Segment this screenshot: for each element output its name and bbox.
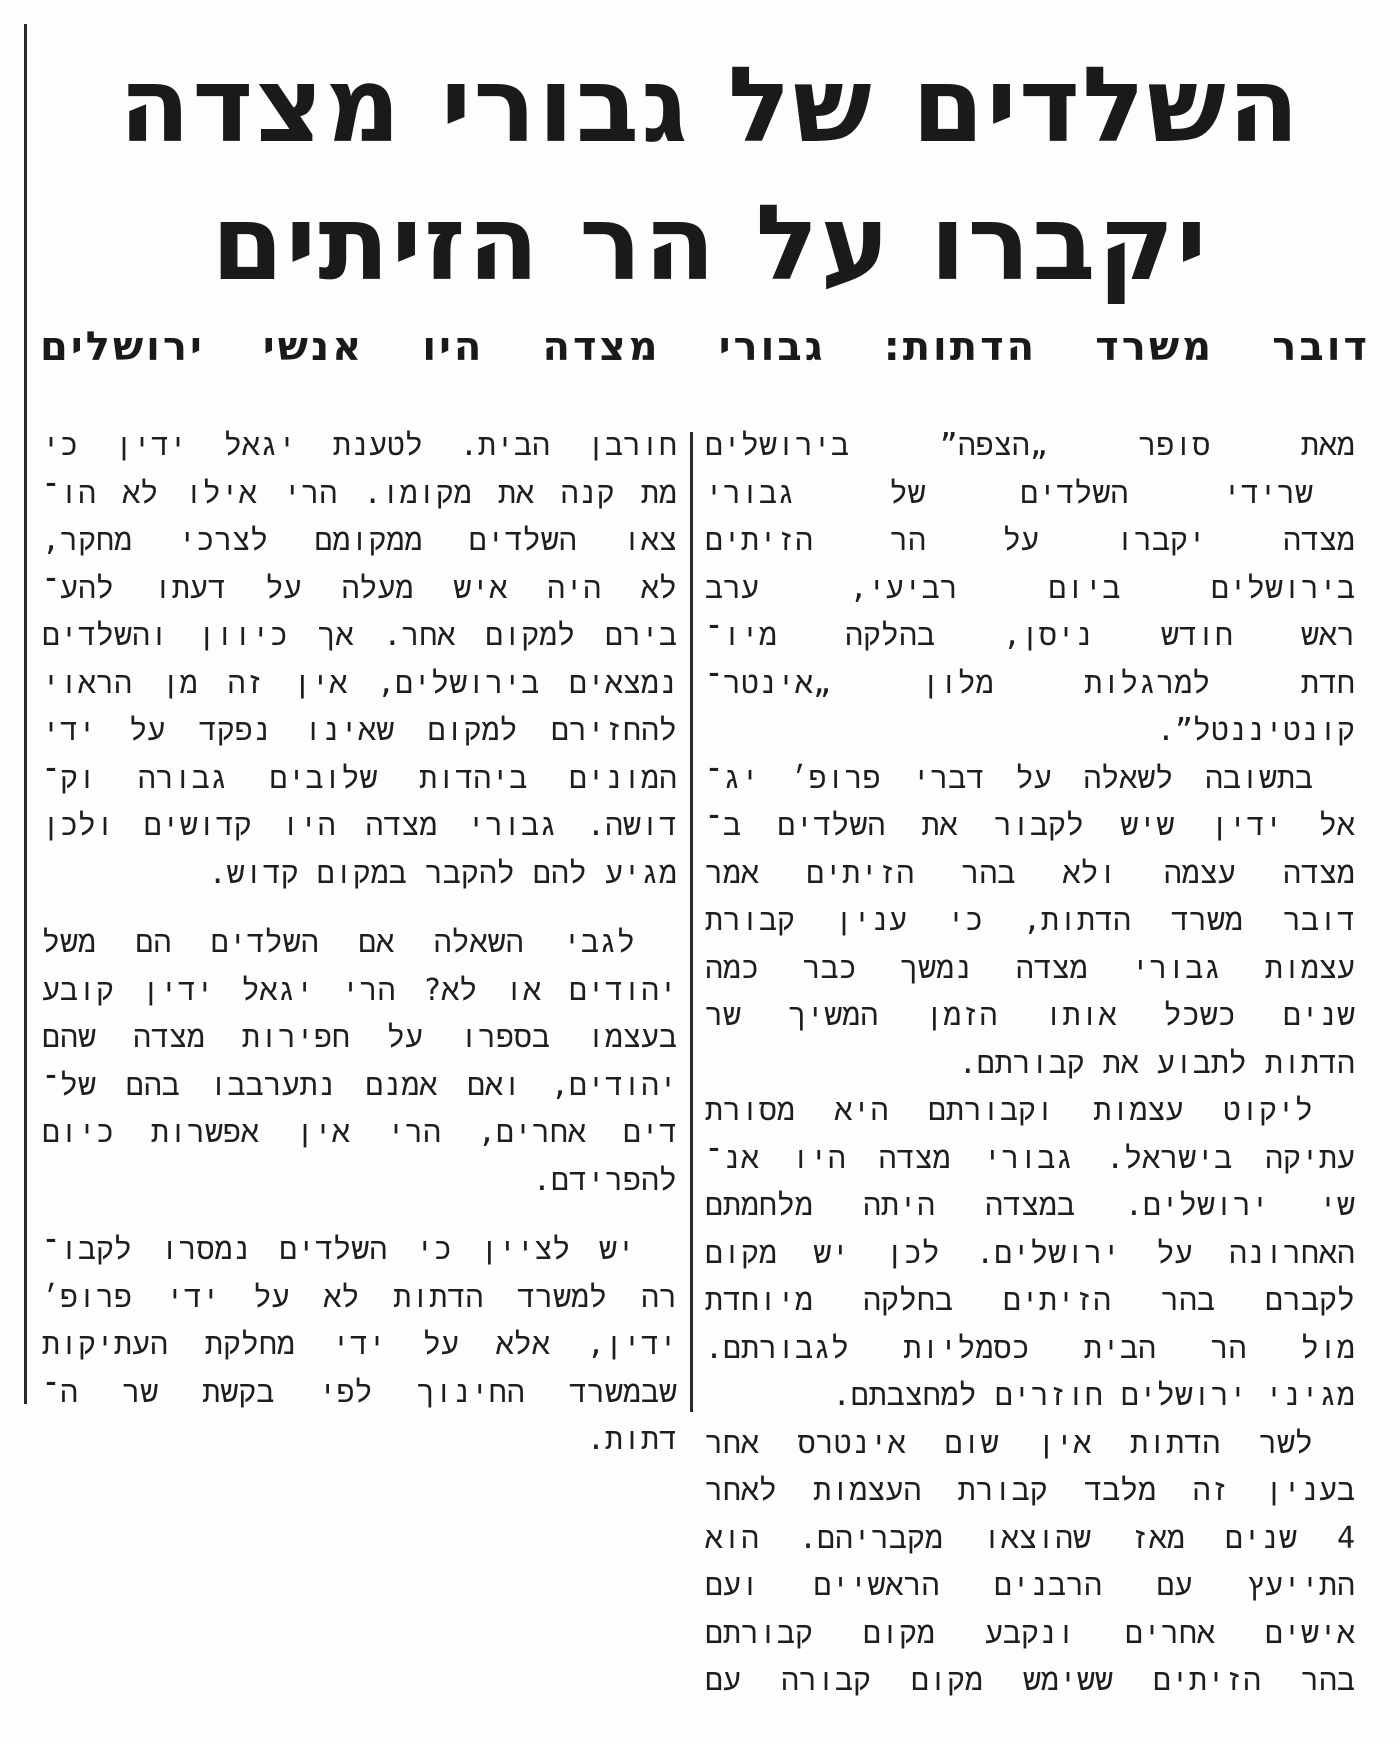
margin-rule — [24, 24, 27, 1404]
text-line: דים אחרים, הרי אין אפשרות כיום — [42, 1115, 677, 1150]
text-line: נמצאים בירושלים, אין זה מן הראוי — [42, 665, 677, 701]
text-line: יהודים או לא? הרי יגאל ידין קובע — [42, 972, 677, 1008]
headline-line-2: יקברו על הר הזיתים — [211, 182, 1209, 304]
text-line: חורבן הבית. לטענת יגאל ידין כי — [42, 428, 677, 463]
text-line: מצדה עצמה ולא בהר הזיתים אמר — [705, 855, 1355, 891]
text-line: הדתות לתבוע את קבורתם. — [958, 1045, 1355, 1081]
text-line: אל ידין שיש לקבור את השלדים ב־ — [705, 808, 1355, 843]
text-line: בירושלים ביום רביעי, ערב — [705, 570, 1355, 606]
text-line: יהודים, ואם אמנם נתערבבו בהם של־ — [42, 1067, 677, 1103]
text-line: בעצמו בספרו על חפירות מצדה שהם — [42, 1020, 677, 1055]
text-line: מצדה יקברו על הר הזיתים — [705, 523, 1355, 558]
text-line: המונים ביהדות שלובים גבורה וק־ — [42, 760, 677, 796]
text-line: חדת למרגלות מלון „אינטר־ — [705, 665, 1355, 701]
text-line: יש לציין כי השלדים נמסרו לקבו־ — [42, 1232, 635, 1267]
text-line: התייעץ עם הרבנים הראשיים ועם — [705, 1568, 1355, 1603]
text-line: מגיע להם להקבר במקום קדוש. — [208, 855, 677, 891]
text-line: לקברם בהר הזיתים בחלקה מיוחדת — [705, 1283, 1355, 1318]
text-line: דתות. — [586, 1422, 677, 1457]
text-line: רה למשרד הדתות לא על ידי פרופ׳ — [42, 1279, 677, 1315]
text-line: בתשובה לשאלה על דברי פרופ׳ יג־ — [705, 760, 1313, 796]
article-column-left — [42, 422, 677, 1464]
text-line: מגיני ירושלים חוזרים למחצבתם. — [832, 1378, 1355, 1413]
byline: מאת סופר „הצפה” בירושלים — [705, 428, 1355, 463]
text-line: בירם למקום אחר. אך כיוון והשלדים — [42, 618, 677, 653]
text-line: לא היה איש מעלה על דעתו להע־ — [42, 570, 677, 606]
text-line: שנים כשכל אותו הזמן המשיך שר — [705, 998, 1355, 1033]
text-line: שבמשרד החינוך לפי בקשת שר ה־ — [42, 1374, 677, 1410]
text-line: ליקוט עצמות וקבורתם היא מסורת — [705, 1093, 1313, 1128]
text-line: 4 שנים מאז שהוצאו מקבריהם. הוא — [705, 1520, 1355, 1556]
paragraph-gap — [42, 1204, 677, 1226]
text-line: אישים אחרים ונקבע מקום קבורתם — [705, 1615, 1355, 1651]
article-column-right — [705, 422, 1355, 1705]
text-line: עצמות גבורי מצדה נמשך כבר כמה — [705, 950, 1355, 986]
text-line: מול הר הבית כסמליות לגבורתם. — [705, 1330, 1355, 1366]
text-line: שי ירושלים. במצדה היתה מלחמתם — [705, 1188, 1355, 1223]
text-line: לגבי השאלה אם השלדים הם משל — [42, 925, 635, 960]
column-rule — [690, 432, 693, 1412]
text-line: לשר הדתות אין שום אינטרס אחר — [705, 1425, 1313, 1461]
text-line: האחרונה על ירושלים. לכן יש מקום — [705, 1235, 1355, 1271]
text-line: בהר הזיתים ששימש מקום קבורה עם — [705, 1663, 1355, 1698]
text-line: שרידי השלדים של גבורי — [705, 475, 1313, 511]
text-line: מת קנה את מקומו. הרי אילו לא הו־ — [42, 475, 677, 511]
headline — [60, 36, 1360, 312]
text-line: קונטיננטל”. — [1156, 713, 1355, 748]
text-line: דושה. גבורי מצדה היו קדושים ולכן — [42, 808, 677, 843]
text-line: להפרידם. — [532, 1162, 677, 1198]
text-line: ידין, אלא על ידי מחלקת העתיקות — [42, 1327, 677, 1362]
text-line: בענין זה מלבד קבורת העצמות לאחר — [705, 1473, 1355, 1508]
text-line: ראש חודש ניסן, בהלקה מיו־ — [705, 618, 1355, 653]
text-line: צאו השלדים ממקומם לצרכי מחקר, — [42, 523, 677, 558]
headline-line-1: השלדים של גבורי מצדה — [118, 44, 1302, 166]
subheadline: דובר משרד הדתות: גבורי מצדה היו אנשי ירושלים — [40, 324, 1370, 370]
text-line: עתיקה בישראל. גבורי מצדה היו אנ־ — [705, 1140, 1355, 1176]
paragraph-gap — [42, 897, 677, 919]
text-line: להחזירם למקום שאינו נפקד על ידי — [42, 713, 677, 748]
text-line: דובר משרד הדתות, כי ענין קבורת — [705, 903, 1355, 938]
